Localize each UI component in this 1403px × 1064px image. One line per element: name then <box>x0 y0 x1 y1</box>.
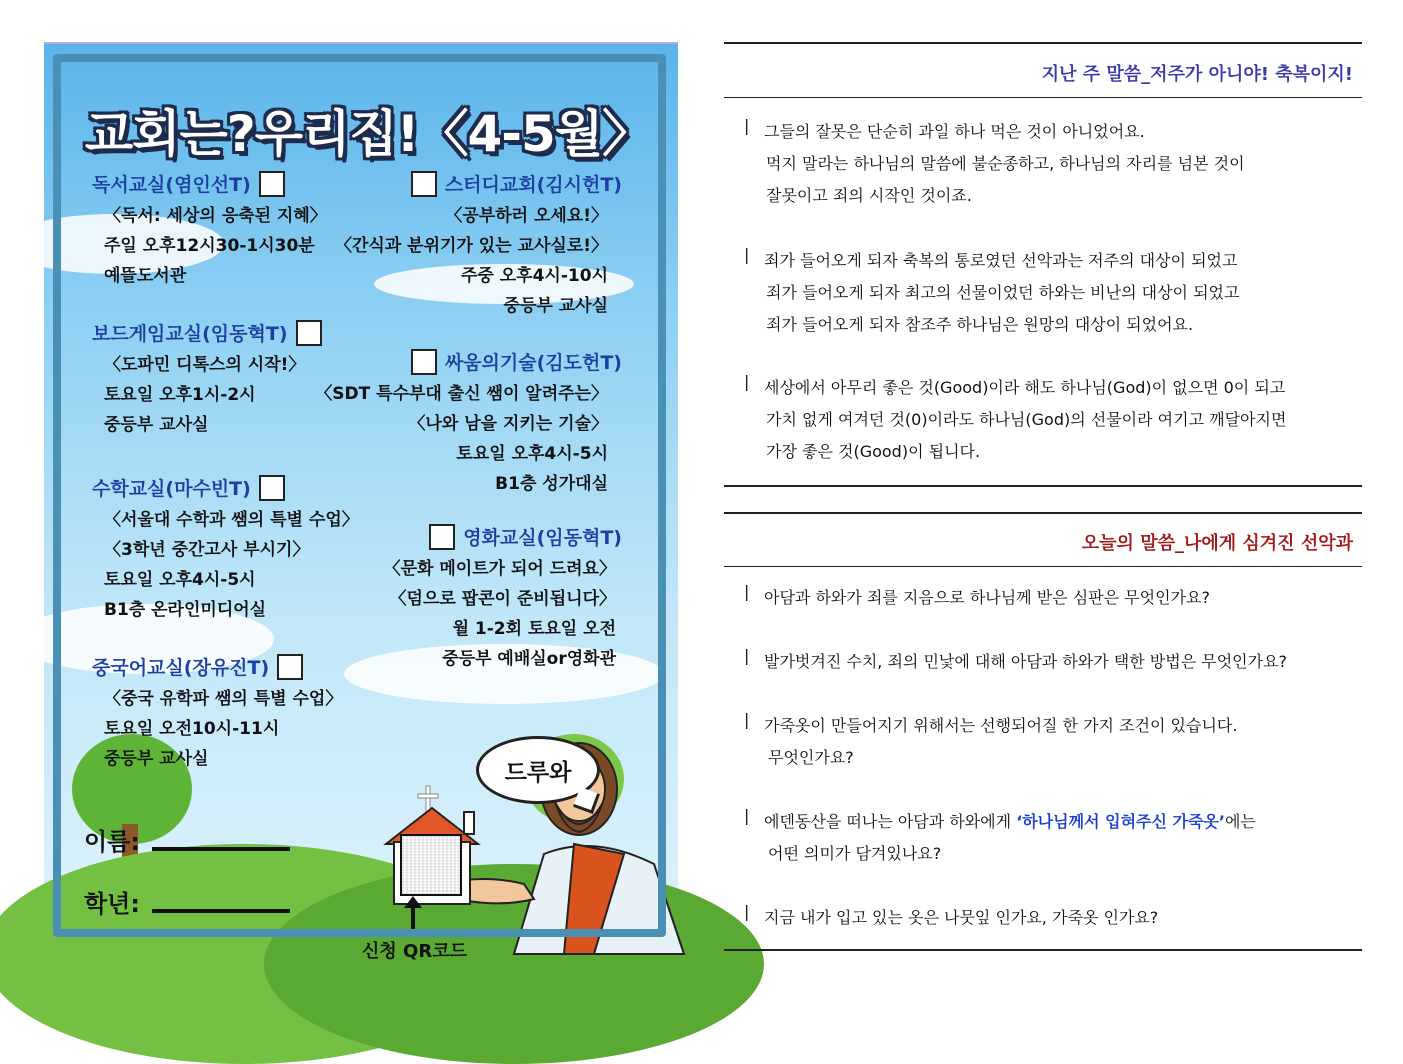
text-line: 가치 없게 여겨던 것(0)이라도 하나님(God)의 선물이라 여기고 깨달아지면 <box>766 410 1287 429</box>
last-week-title: 지난 주 말씀_저주가 아니야! 축복이지! <box>1041 64 1353 85</box>
class-name: 싸움의기술(김도헌T) <box>444 352 622 374</box>
signup-checkbox[interactable] <box>429 524 455 550</box>
class-detail: 토요일 오후1시-2시 <box>104 385 256 405</box>
arrow-up-icon <box>411 904 415 932</box>
bullet-mark: | <box>744 116 750 135</box>
today-question <box>740 710 1237 774</box>
today-question <box>740 806 1256 870</box>
signup-checkbox[interactable] <box>277 654 303 680</box>
class-boardgame <box>92 319 322 440</box>
class-detail: 주중 오후4시-10시 <box>461 266 608 286</box>
today-question <box>740 902 1158 934</box>
class-name: 보드게임교실(임동혁T) <box>92 323 288 345</box>
text-line <box>740 806 1256 838</box>
name-field[interactable] <box>84 822 290 857</box>
grade-underline[interactable] <box>152 909 290 913</box>
class-movie <box>384 523 622 674</box>
bullet-mark: | <box>744 902 750 921</box>
class-detail: 중등부 예배실or영화관 <box>442 649 616 669</box>
class-detail: B1층 온라인미디어실 <box>104 600 267 620</box>
name-label: 이름: <box>84 828 140 856</box>
text-line: 가죽옷이 만들어지기 위해서는 선행되어질 한 가지 조건이 있습니다. <box>764 716 1238 735</box>
today-question <box>740 646 1287 678</box>
bullet-mark: | <box>744 245 750 264</box>
highlight-text: ‘하나님께서 입혀주신 가죽옷’ <box>1016 812 1225 831</box>
text-line: 아담과 하와가 죄를 지음으로 하나님께 받은 심판은 무엇인가요? <box>764 588 1210 607</box>
poster <box>44 42 678 962</box>
class-detail: 〈공부하러 오세요!〉 <box>445 206 608 226</box>
grade-label: 학년: <box>84 890 140 918</box>
text-line: 먹지 말라는 하나님의 말씀에 불순종하고, 하나님의 자리를 넘본 것이 <box>766 154 1245 173</box>
class-detail: 〈독서: 세상의 응축된 지혜〉 <box>104 206 327 226</box>
bullet-mark: | <box>744 372 750 391</box>
text-line: 죄가 들어오게 되자 축복의 통로였던 선악과는 저주의 대상이 되었고 <box>764 251 1238 270</box>
divider <box>724 485 1362 487</box>
text-segment: 에덴동산을 떠나는 아담과 하와에게 <box>764 812 1017 831</box>
speech-text: 드루와 <box>504 759 572 786</box>
class-detail: 〈덤으로 팝콘이 준비됩니다〉 <box>389 589 616 609</box>
text-line: 어떤 의미가 담겨있나요? <box>768 844 942 863</box>
class-name: 수학교실(마수빈T) <box>92 478 251 500</box>
class-detail: 토요일 오후4시-5시 <box>456 444 608 464</box>
class-detail: B1층 성가대실 <box>495 474 608 494</box>
text-line: 그들의 잘못은 단순히 과일 하나 먹은 것이 아니었어요. <box>764 122 1145 141</box>
class-name: 스터디교회(김시헌T) <box>444 174 622 196</box>
class-detail: 〈중국 유학파 쌤의 특별 수업〉 <box>104 689 343 709</box>
signup-checkbox[interactable] <box>411 171 437 197</box>
class-chinese <box>92 653 342 774</box>
name-underline[interactable] <box>152 847 290 851</box>
signup-checkbox[interactable] <box>296 320 322 346</box>
text-line: 무엇인가요? <box>768 748 854 767</box>
grade-field[interactable] <box>84 884 290 919</box>
class-detail: 예뜰도서관 <box>104 266 187 286</box>
text-line: 지금 내가 입고 있는 옷은 나뭇잎 인가요, 가죽옷 인가요? <box>764 908 1159 927</box>
bullet-mark: | <box>744 646 750 665</box>
class-detail: 주일 오후12시30-1시30분 <box>104 236 315 256</box>
today-title: 오늘의 말씀_나에게 심겨진 선악과 <box>1081 533 1353 554</box>
divider <box>724 566 1362 567</box>
class-detail: 월 1-2회 토요일 오전 <box>452 619 616 639</box>
qr-caption: 신청 QR코드 <box>362 941 467 962</box>
class-detail: 〈간식과 분위기가 있는 교사실로!〉 <box>335 236 608 256</box>
text-line: 죄가 들어오게 되자 참조주 하나님은 원망의 대상이 되었어요. <box>766 315 1194 334</box>
speech-bubble <box>476 736 600 804</box>
signup-checkbox[interactable] <box>411 349 437 375</box>
class-detail: 토요일 오후4시-5시 <box>104 570 256 590</box>
bullet-mark: | <box>744 582 750 601</box>
class-detail: 〈나와 남을 지키는 기술〉 <box>408 414 608 434</box>
class-detail: 〈문화 메이트가 되어 드려요〉 <box>383 559 616 579</box>
class-detail: 〈3학년 중간고사 부시기〉 <box>104 540 310 560</box>
text-line: 가장 좋은 것(Good)이 됩니다. <box>766 442 981 461</box>
class-detail: 〈SDT 특수부대 출신 쌤이 알려주는〉 <box>315 384 608 404</box>
class-study <box>335 170 622 321</box>
class-name: 영화교실(임동혁T) <box>463 527 622 549</box>
class-fighting <box>315 348 622 499</box>
divider <box>724 42 1362 44</box>
class-reading <box>92 170 327 291</box>
qr-code[interactable] <box>400 834 462 896</box>
class-detail: 〈서울대 수학과 쌤의 특별 수업〉 <box>104 510 359 530</box>
class-name: 독서교실(염인선T) <box>92 174 251 196</box>
text-line: 발가벗겨진 수치, 죄의 민낯에 대해 아담과 하와가 택한 방법은 무엇인가요? <box>764 652 1288 671</box>
signup-checkbox[interactable] <box>259 475 285 501</box>
last-week-point <box>740 116 1245 212</box>
class-detail: 토요일 오전10시-11시 <box>104 719 280 739</box>
class-detail: 중등부 교사실 <box>503 296 608 316</box>
class-detail: 중등부 교사실 <box>104 749 209 769</box>
text-line: 죄가 들어오게 되자 최고의 선물이었던 하와는 비난의 대상이 되었고 <box>766 283 1240 302</box>
poster-title: 교회는?우리집!〈4-5월〉 <box>84 105 652 163</box>
text-segment: 에는 <box>1224 812 1256 831</box>
bullet-mark: | <box>744 806 750 825</box>
divider <box>724 949 1362 951</box>
today-question <box>740 582 1210 614</box>
bullet-mark: | <box>744 710 750 729</box>
text-line: 잘못이고 죄의 시작인 것이죠. <box>766 186 972 205</box>
divider <box>724 512 1362 514</box>
signup-checkbox[interactable] <box>259 171 285 197</box>
last-week-point <box>740 245 1239 341</box>
text-line: 세상에서 아무리 좋은 것(Good)이라 해도 하나님(God)이 없으면 0이 되고 <box>764 378 1286 397</box>
class-detail: 〈도파민 디톡스의 시작!〉 <box>104 355 306 375</box>
class-name: 중국어교실(장유진T) <box>92 657 270 679</box>
divider <box>724 97 1362 98</box>
last-week-point <box>740 372 1286 468</box>
class-detail: 중등부 교사실 <box>104 415 209 435</box>
